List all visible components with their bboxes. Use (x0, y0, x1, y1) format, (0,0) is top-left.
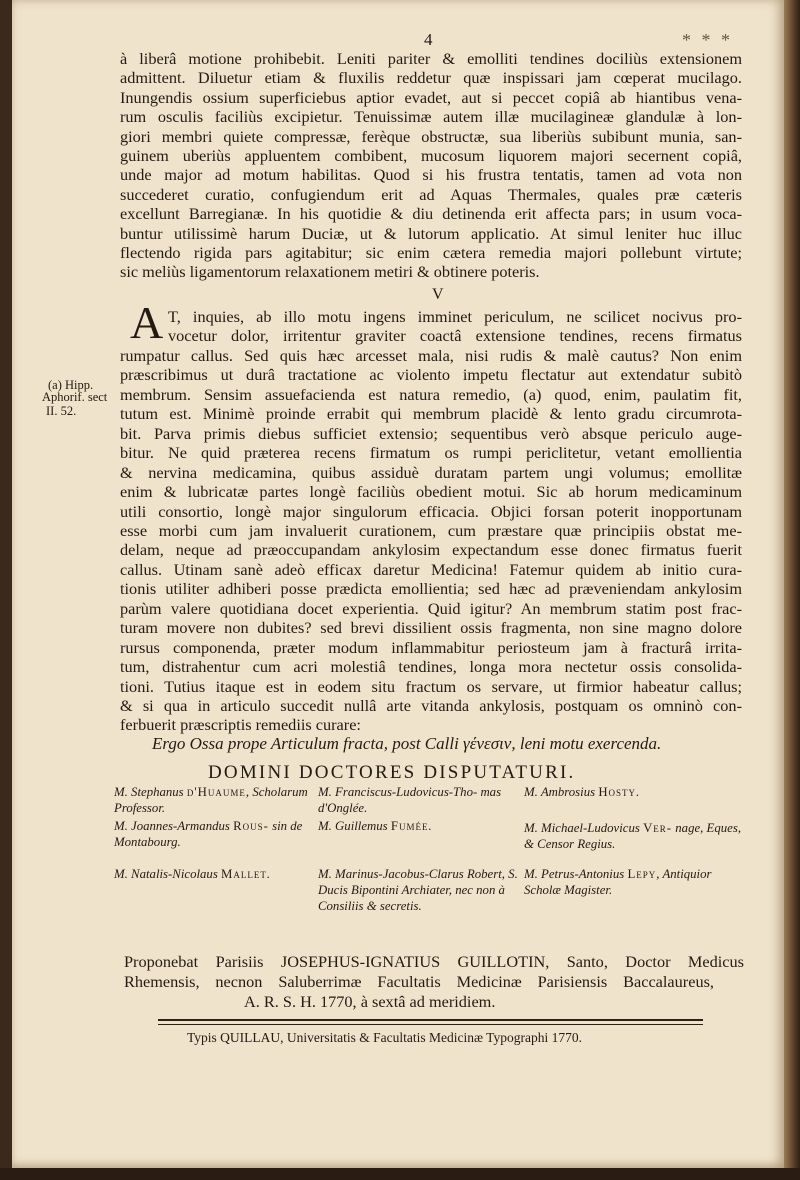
doctor-title: sin de Montabourg. (114, 819, 303, 849)
proponebat-line: A. R. S. H. 1770, à sextâ ad meridiem. (244, 992, 496, 1011)
doctor-given-name: M. Stephanus (114, 785, 187, 799)
paragraph2-line: tioni. Tutius itaque est in eodem situ fractum os servare, ut firmior habeatur callus; (120, 676, 742, 696)
paragraph1-line: flectendo rigida pars agitabitur; sic enim cætera remedia majori pollebunt virtute; (120, 243, 742, 262)
paragraph2-line: delam, neque ad præoccupandam ankylosim expectandum esse donec firmatus fuerit (120, 540, 742, 560)
paragraph2-line: tionis utiliter adhiberi posse prædicta emollientia; sed hæc ad præveniendam ankylosim (120, 579, 742, 599)
doctor-entry (524, 866, 739, 898)
paragraph1-line: unde major ad motum habilitas. Quod si his frustra tentatis, tamen ad vota non (120, 165, 742, 185)
paragraph1-line: succederet curatio, confugiendum erit ad Aquas Thermales, quales præ cæteris (120, 184, 742, 204)
margin-note-line: II. 52. (46, 404, 77, 418)
doctor-surname: Lepy (627, 867, 657, 881)
doctor-surname: Rous- (233, 819, 269, 833)
paragraph2-line: utili consortio, longè major singulorum efficacia. Objici forsan poterit inopportunam (120, 501, 742, 521)
paragraph2-line: parùm valere quotidiana docet experientia. Quid igitur? An membrum statim post frac- (120, 598, 742, 618)
paragraph2-line: membrum. Sensim assuefacienda est natura remedio, (a) quod, enim, paulatim fit, (120, 384, 742, 404)
doctor-entry (524, 820, 744, 852)
doctor-given-name: M. Ambrosius (524, 785, 599, 799)
book-page (12, 0, 784, 1168)
paragraph2-line: turam movere non dubites? sed brevi dissilient ossis fragmenta, non sine magno dolore (120, 618, 742, 638)
paragraph2-line: bitur. Ne quid præterea recens firmatum os rumpi periclitetur, vetant emollientia (120, 443, 742, 463)
paragraph2-line: rursus componenda, præter modum inflammabitur periosteum jam à fracturâ irrita- (120, 637, 742, 657)
paragraph2-line: ferbuerit præscriptis remediis curare: (120, 715, 361, 735)
doctor-surname: Mallet (221, 867, 267, 881)
paragraph2-line: præscribimus ut durâ tractatione ac violento impetu flectatur aut extendatur subitò (120, 365, 742, 385)
printer-imprint: Typis QUILLAU, Universitatis & Facultatis Medicinæ Typographi 1770. (187, 1030, 582, 1045)
page-bottom-edge (0, 1168, 800, 1180)
paragraph2-line: callus. Utinam sanè adeò efficax daretur Medicina! Fatemur quidem ab initio cura- (120, 559, 742, 579)
paragraph1-line: excellunt Barregianæ. In his quotidie & diu detinenda erit affecta pars; in usum voca- (120, 204, 742, 224)
doctor-given-name: M. Marinus-Jacobus-Clarus (318, 867, 467, 881)
section-number: V (432, 286, 444, 303)
paragraph2-line: T, inquies, ab illo motu ingens imminet periculum, ne scilicet nocivus pro- (168, 307, 742, 326)
thesis-conclusion: Ergo Ossa prope Articulum fracta, post Calli γένεσιν, leni motu exercenda. (152, 734, 662, 753)
paragraph2-line: bit. Parva primis diebus sufficiet extensio; sequentibus verò absque periculo auge- (120, 423, 742, 443)
doctor-title: Robert, S. Ducis Bipontini Archiater, nec non à Consiliis & secretis. (318, 867, 518, 913)
paragraph2-line: tum, distrahentur cum acri molestiâ tendines, longa mora nectetur ossis consolida- (120, 657, 742, 677)
doctors-heading: DOMINI DOCTORES DISPUTATURI. (208, 762, 576, 783)
doctor-given-name: M. Natalis-Nicolaus (114, 867, 221, 881)
doctor-punct: . (428, 819, 432, 833)
paragraph1-line: admittent. Diluetur etiam & fluxilis reddetur quæ inspissari jam cœperat mucilago. (120, 68, 742, 88)
margin-note-line: Aphorif. sect (42, 390, 108, 404)
paragraph2-line: esse morbi cum jam invaluerit curationem, cum præstare quæ principiis obstat me- (120, 520, 742, 540)
doctor-title: nage, Eques, & Censor Regius. (524, 821, 742, 851)
doctor-entry (114, 818, 324, 850)
proponebat-line: Rhemensis, necnon Saluberrimæ Facultatis Medicinæ Parisiensis Baccalaureus, (124, 972, 714, 991)
header-ornament: * * * (682, 30, 733, 50)
page-number: 4 (424, 30, 433, 49)
divider-rule-thin (158, 1024, 703, 1025)
paragraph1-line: buntur utilissimè harum Duciæ, ut & lutorum applicatio. At simul leniter huc illuc (120, 223, 742, 243)
doctor-entry (524, 784, 734, 800)
paragraph2-line: tutum est. Minimè proinde errabit qui membrum placidè & lento gradu circumrota- (120, 404, 742, 424)
paragraph1-line: sic meliùs ligamentorum relaxationem metiri & obtinere poteris. (120, 262, 540, 282)
book-spine (784, 0, 800, 1180)
paragraph2-line: vocetur dolor, irritentur graviter coactâ extensione tendines, recens firmatus (168, 326, 742, 346)
doctor-entry (114, 866, 324, 882)
doctor-given-name: M. Michael-Ludovicus (524, 821, 644, 835)
paragraph1-line: giori membri quiete compressæ, ferèque obstructæ, sua liberiùs subibunt munia, san- (120, 126, 742, 146)
doctor-given-name: M. Guillemus (318, 819, 391, 833)
paragraph2-line: & si qua in articulo succedit nullâ arte vitanda ankylosis, postquam os omninò con- (120, 696, 742, 715)
doctor-entry (318, 784, 528, 816)
paragraph1-line: à liberâ motione prohibebit. Leniti pariter & emolliti tendines dociliùs extensionem (120, 49, 742, 68)
paragraph1-line: rum osculis faciliùs excipietur. Tenuissimæ autem illæ mucilagineæ glandulæ à lon- (120, 107, 742, 127)
doctor-given-name: M. Joannes-Armandus (114, 819, 234, 833)
paragraph2-line: & nervina medicamina, quibus assiduè duratam partem ungi volumus; emollitæ (120, 462, 742, 482)
proponebat-line: Proponebat Parisiis JOSEPHUS-IGNATIUS GUILLOTIN, Santo, Doctor Medicus (124, 952, 744, 971)
doctor-given-name: M. Petrus-Antonius (524, 867, 628, 881)
paragraph1-line: Inungendis ossium superficiebus aptior evadet, aut si peccet copiâ ab hiantibus vena- (120, 87, 742, 107)
doctor-entry (318, 866, 528, 914)
divider-rule (158, 1019, 703, 1021)
doctor-punct: , (656, 867, 660, 881)
paragraph2-line: rumpatur callus. Sed quis hæc arcesset mala, nisi rudis & malè cautus? Non enim (120, 345, 742, 365)
drop-cap: A (130, 297, 164, 348)
doctor-title: Scholarum Professor. (114, 785, 308, 815)
doctor-surname: Fumée (390, 819, 429, 833)
paragraph1-line: guinem uberiùs appluentem combibent, mucosum liquorem majori secernent copiâ, (120, 146, 742, 165)
margin-note-line: (a) Hipp. (48, 378, 94, 392)
paragraph2-line: enim & lubricatæ partes longè faciliùs obedient motui. Sic ab horum medicaminum (120, 482, 742, 502)
doctor-surname: Hosty (598, 785, 637, 799)
doctor-punct: . (266, 867, 271, 881)
doctor-punct: , (245, 785, 250, 799)
doctor-surname: d'Huaume (186, 785, 246, 799)
doctor-entry (318, 818, 508, 834)
doctor-title: mas d'Onglée. (318, 785, 502, 815)
doctor-punct: . (636, 785, 640, 799)
doctor-given-name: M. Franciscus-Ludovicus-Tho- (318, 785, 478, 799)
doctor-title: Antiquior Scholæ Magister. (524, 867, 712, 897)
doctor-surname: Ver- (643, 821, 673, 835)
doctor-entry (114, 784, 324, 816)
